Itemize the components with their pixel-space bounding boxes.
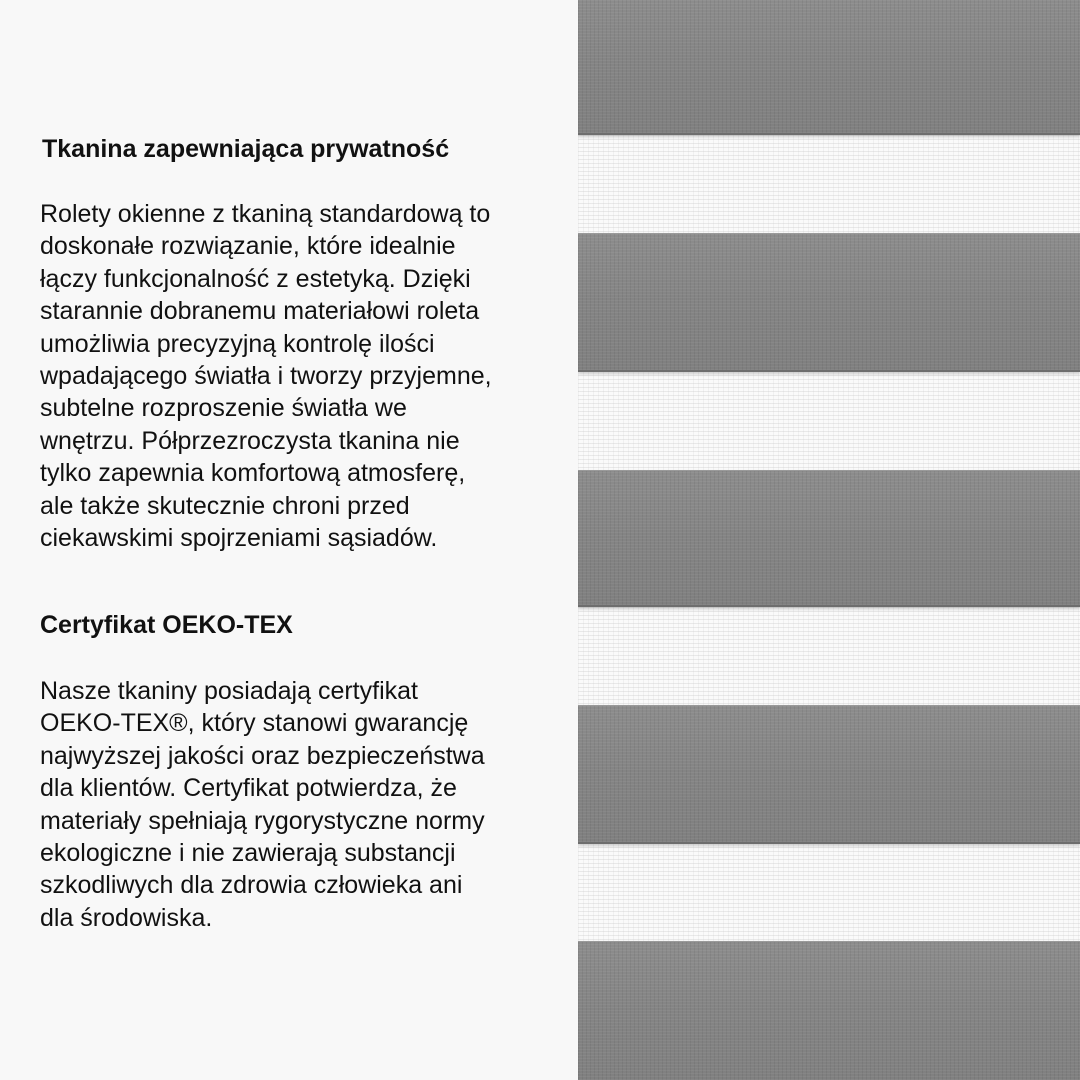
blind-opaque-stripe bbox=[578, 470, 1080, 607]
privacy-fabric-heading: Tkanina zapewniająca prywatność bbox=[42, 135, 450, 163]
blind-opaque-stripe bbox=[578, 0, 1080, 135]
blind-opaque-stripe bbox=[578, 705, 1080, 844]
blind-opaque-stripe bbox=[578, 233, 1080, 372]
oeko-tex-description: Nasze tkaniny posiadają certyfikat OEKO-TEX®, który stanowi gwarancję najwyższej jakości oraz bezpieczeństwa dla klientów. Certyfikat potwierdza, że materiały spełniają rygorystyczne normy ekologiczne i nie zawierają substancji szkodliwych dla zdrowia człowieka ani dla środowiska. bbox=[40, 677, 485, 932]
privacy-fabric-description: Rolety okienne z tkaniną standardową to doskonałe rozwiązanie, które idealnie łączy funkcjonalność z estetyką. Dzięki starannie dobranemu materiałowi roleta umożliwia precyzyjną kontrolę ilości wpadającego światła i tworzy przyjemne, subtelne rozproszenie światła we wnętrzu. Półprzezroczysta tkanina nie tylko zapewnia komfortową atmosferę, ale także skutecznie chroni przed ciekawskimi spojrzeniami sąsiadów. bbox=[40, 200, 492, 553]
oeko-tex-heading: Certyfikat OEKO-TEX bbox=[40, 611, 293, 639]
text-column bbox=[40, 0, 560, 1080]
blind-opaque-stripe bbox=[578, 941, 1080, 1080]
day-night-blind-image bbox=[578, 0, 1080, 1080]
